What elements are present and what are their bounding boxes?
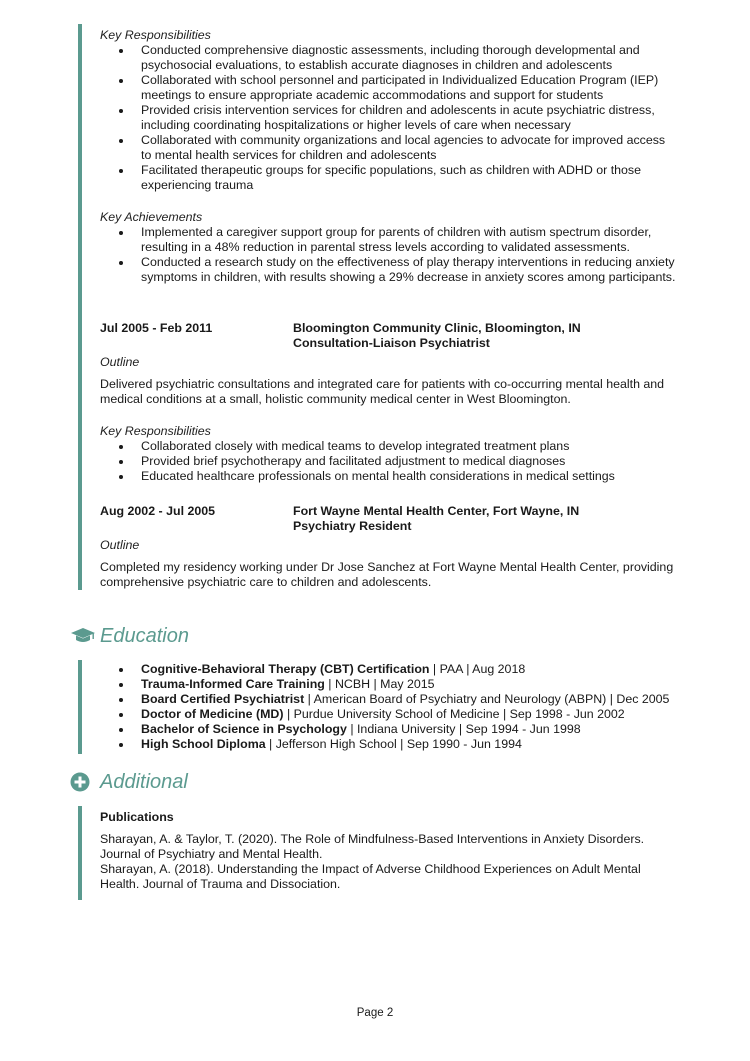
education-item <box>100 737 678 752</box>
education-item <box>100 662 678 677</box>
publications-heading: Publications <box>100 810 174 824</box>
education-item-detail: | Purdue University School of Medicine | Sep 1998 - Jun 2002 <box>283 707 625 721</box>
education-item-detail: | NCBH | May 2015 <box>324 677 435 691</box>
education-item-detail: | PAA | Aug 2018 <box>429 662 526 676</box>
experience-section-bar <box>78 24 82 590</box>
list-item: Collaborated with school personnel and participated in Individualized Education Program (IEP) meetings to ensure appropriate academic accommodations and support for students <box>100 73 678 103</box>
education-list <box>100 662 678 752</box>
responsibilities-list <box>100 43 678 193</box>
job-role: Consultation-Liaison Psychiatrist <box>293 336 490 350</box>
job2-outline <box>100 355 678 407</box>
job-dates: Aug 2002 - Jul 2005 <box>100 504 216 518</box>
education-item-detail: | Indiana University | Sep 1994 - Jun 1998 <box>346 722 581 736</box>
education-item <box>100 722 678 737</box>
education-item <box>100 692 678 707</box>
list-item: Collaborated closely with medical teams to develop integrated treatment plans <box>100 439 678 454</box>
responsibilities-list <box>100 439 678 484</box>
outline-text: Delivered psychiatric consultations and integrated care for patients with co-occurring mental health and medical conditions at a small, holistic community medical center in West Bloomington. <box>100 377 665 406</box>
job1-achievements <box>100 210 678 285</box>
additional-section-bar <box>78 806 82 900</box>
graduation-cap-icon <box>70 627 96 649</box>
list-item: Conducted comprehensive diagnostic assessments, including thorough developmental and psychosocial evaluations, to establish accurate diagnoses in children and adolescents <box>100 43 678 73</box>
job-role: Psychiatry Resident <box>293 519 412 533</box>
list-item: Provided crisis intervention services for children and adolescents in acute psychiatric distress, including coordinating hospitalizations or higher levels of care when necessary <box>100 103 678 133</box>
education-item-detail: | Jefferson High School | Sep 1990 - Jun 1994 <box>265 737 522 751</box>
outline-text: Completed my residency working under Dr Jose Sanchez at Fort Wayne Mental Health Center, providing comprehensive psychiatric care to children and adolescents. <box>100 560 674 589</box>
list-item: Educated healthcare professionals on mental health considerations in medical settings <box>100 469 678 484</box>
responsibilities-heading: Key Responsibilities <box>100 28 211 42</box>
additional-title: Additional <box>100 771 188 793</box>
education-item-name: Doctor of Medicine (MD) <box>141 707 284 721</box>
achievements-heading: Key Achievements <box>100 210 203 224</box>
publication-entry: Sharayan, A. & Taylor, T. (2020). The Role of Mindfulness-Based Interventions in Anxiety Disorders. Journal of Psychiatry and Mental Health. <box>100 832 645 861</box>
job1-responsibilities <box>100 28 678 193</box>
education-item-name: Trauma-Informed Care Training <box>141 677 325 691</box>
plus-circle-icon <box>70 772 90 796</box>
education-item-name: Board Certified Psychiatrist <box>141 692 305 706</box>
education-item-detail: | American Board of Psychiatry and Neurology (ABPN) | Dec 2005 <box>304 692 670 706</box>
education-item-name: High School Diploma <box>141 737 266 751</box>
education-section-bar <box>78 660 82 754</box>
list-item: Implemented a caregiver support group for parents of children with autism spectrum disorder, resulting in a 48% reduction in parental stress levels according to validated assessments. <box>100 225 678 255</box>
list-item: Collaborated with community organizations and local agencies to advocate for improved access to mental health services for children and adolescents <box>100 133 678 163</box>
job3-outline <box>100 538 678 590</box>
list-item: Provided brief psychotherapy and facilitated adjustment to medical diagnoses <box>100 454 678 469</box>
job-organization: Bloomington Community Clinic, Bloomington, IN <box>293 321 581 335</box>
job2-responsibilities <box>100 424 678 484</box>
job-dates: Jul 2005 - Feb 2011 <box>100 321 213 335</box>
education-item <box>100 677 678 692</box>
education-item <box>100 707 678 722</box>
achievements-list <box>100 225 678 285</box>
responsibilities-heading: Key Responsibilities <box>100 424 211 438</box>
job-organization: Fort Wayne Mental Health Center, Fort Wayne, IN <box>293 504 580 518</box>
list-item: Facilitated therapeutic groups for specific populations, such as children with ADHD or those experiencing trauma <box>100 163 678 193</box>
education-title: Education <box>100 625 189 647</box>
job3-header <box>100 504 678 534</box>
additional-content <box>100 810 678 892</box>
page-number: Page 2 <box>356 1007 394 1019</box>
outline-heading: Outline <box>100 538 140 552</box>
list-item: Conducted a research study on the effectiveness of play therapy interventions in reducing anxiety symptoms in children, with results showing a 29% decrease in anxiety scores among participants. <box>100 255 678 285</box>
publication-entry: Sharayan, A. (2018). Understanding the Impact of Adverse Childhood Experiences on Adult Mental Health. Journal of Trauma and Dissociation. <box>100 862 641 891</box>
job2-header <box>100 321 678 351</box>
education-item-name: Cognitive-Behavioral Therapy (CBT) Certification <box>141 662 430 676</box>
outline-heading: Outline <box>100 355 140 369</box>
education-item-name: Bachelor of Science in Psychology <box>141 722 347 736</box>
